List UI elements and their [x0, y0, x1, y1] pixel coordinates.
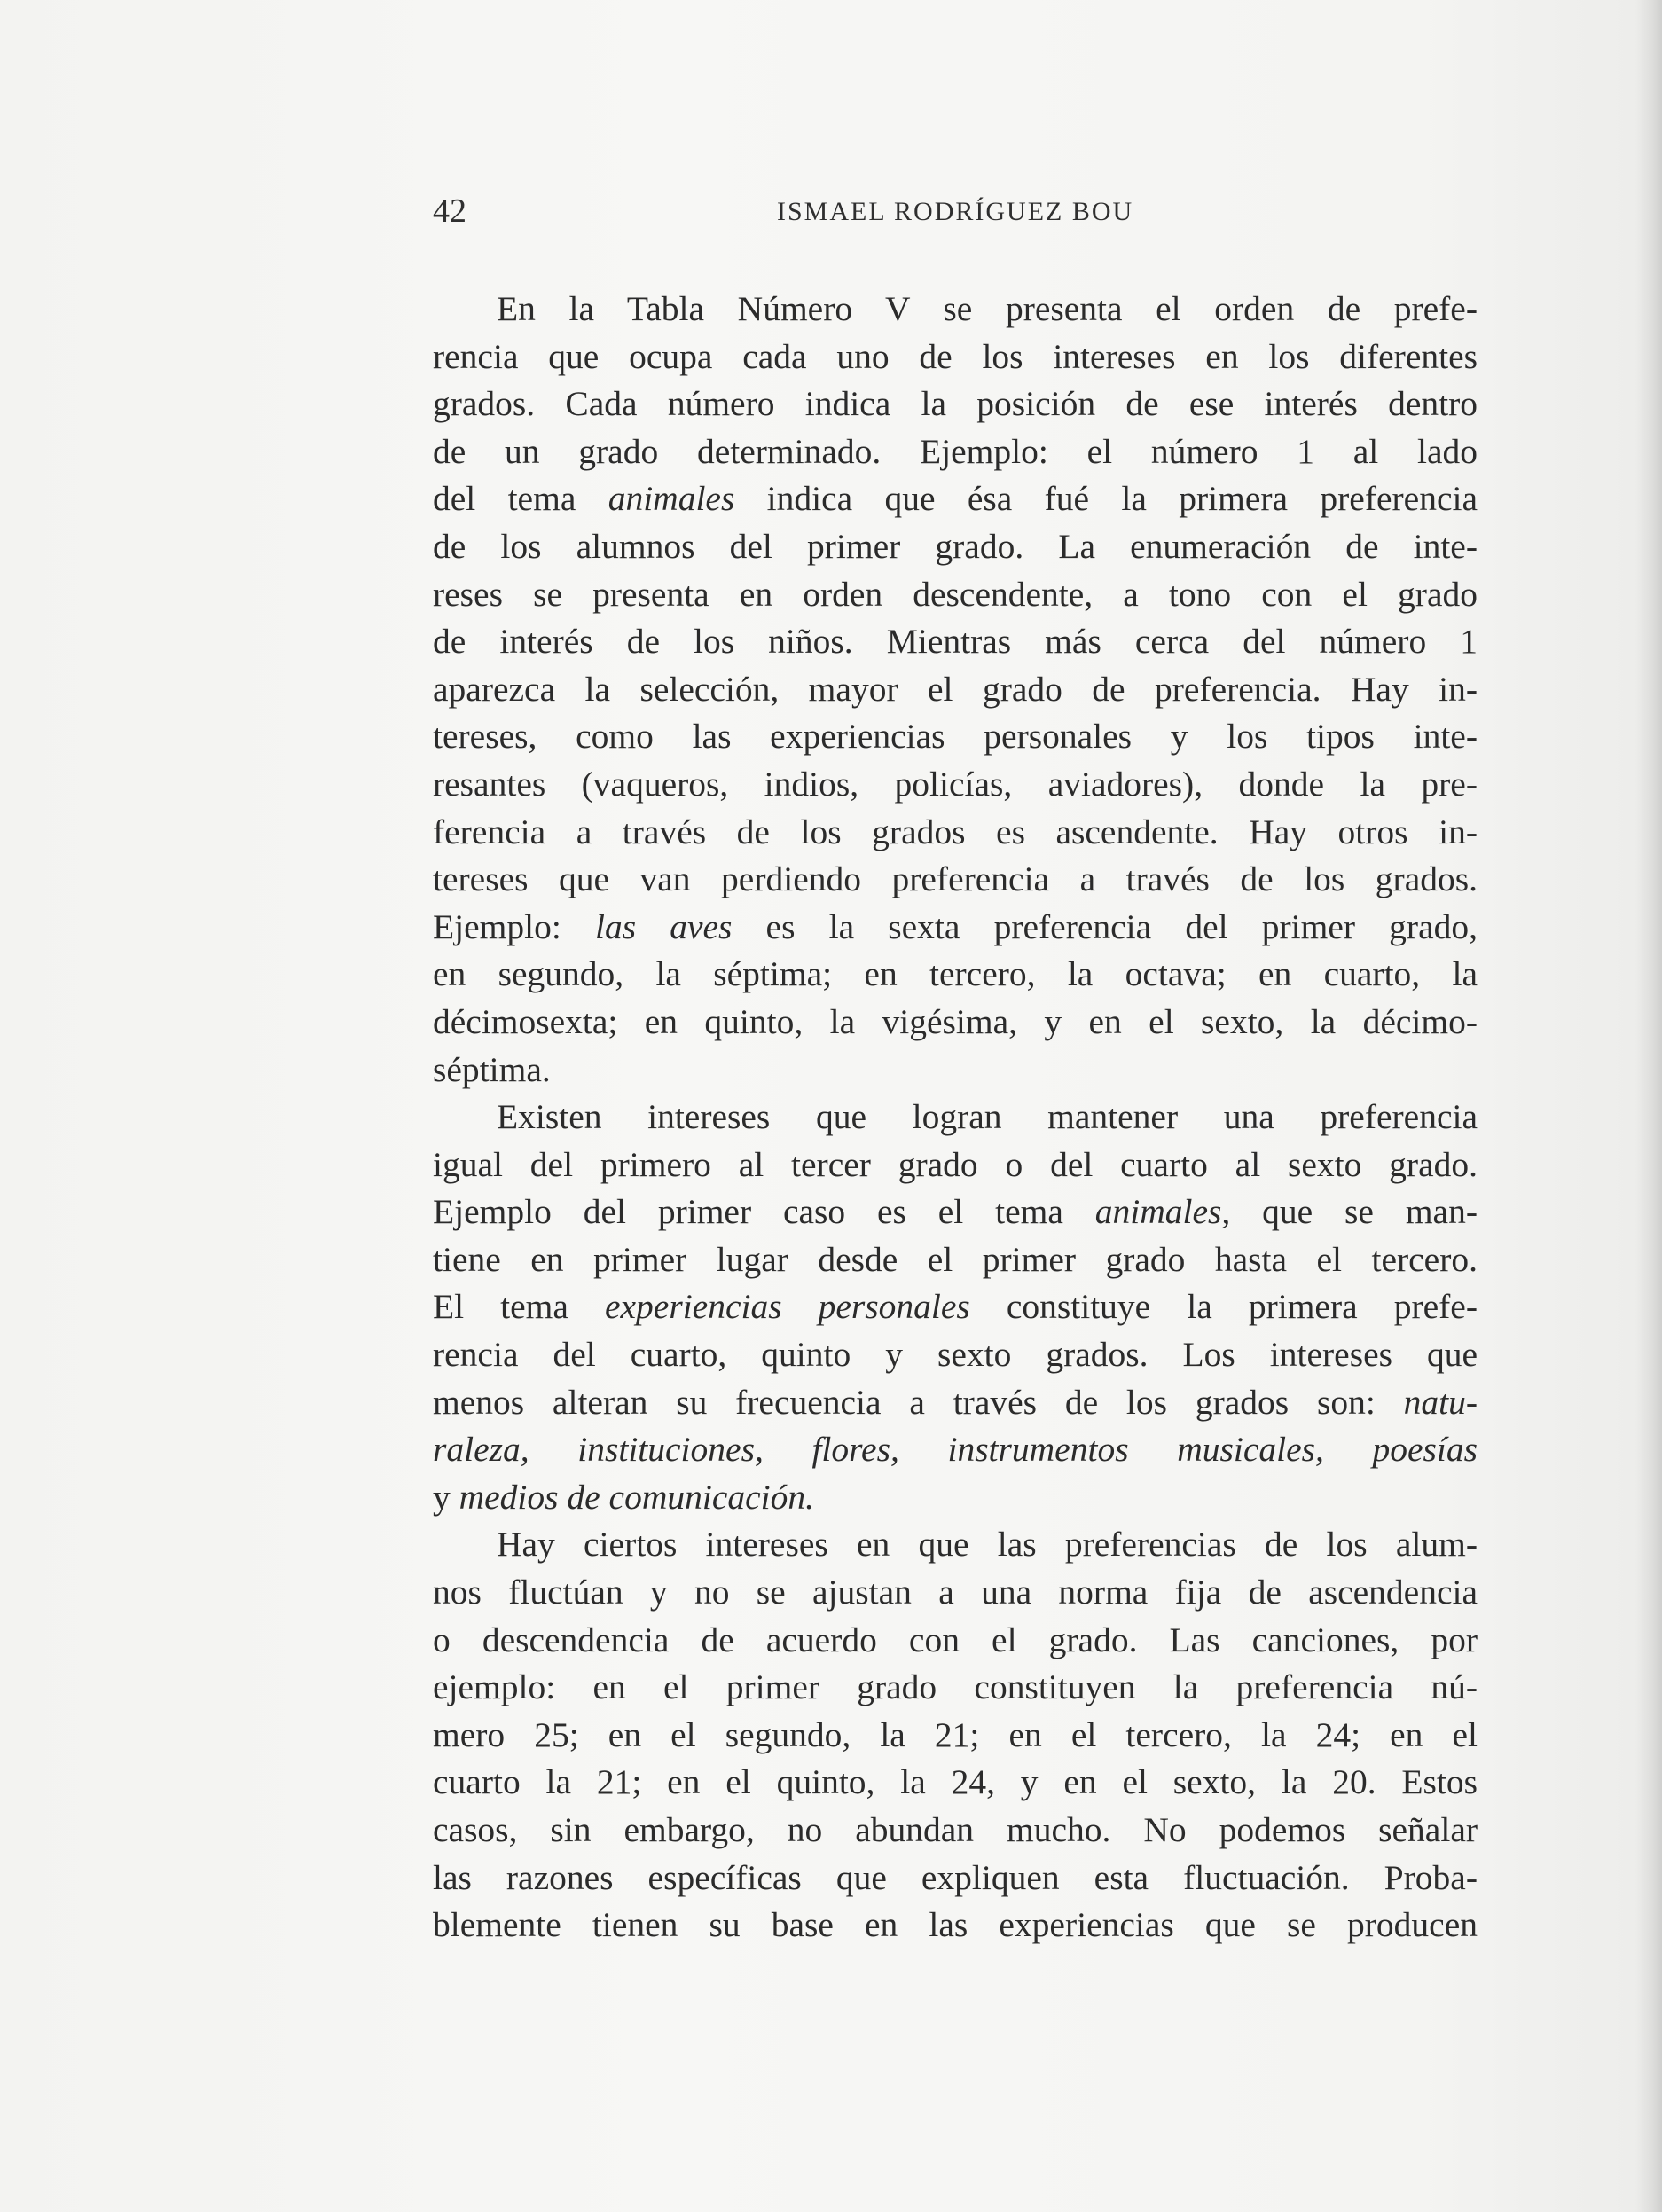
- text-line: [433, 713, 1478, 761]
- text-line: [433, 333, 1478, 381]
- italic-text: natu-: [1403, 1382, 1478, 1422]
- text-segment: El tema: [433, 1287, 605, 1327]
- paragraph: [433, 1521, 1478, 1949]
- body-text: [433, 286, 1478, 1949]
- text-segment: y: [433, 1477, 459, 1517]
- italic-text: animales: [608, 479, 735, 519]
- text-line: [433, 475, 1478, 523]
- text-line: [433, 951, 1478, 999]
- text-line: [433, 999, 1478, 1047]
- text-segment: Hay ciertos intereses en que las preferencias de los alum-: [497, 1525, 1478, 1565]
- italic-text: experiencias personales: [604, 1287, 970, 1327]
- text-segment: ejemplo: en el primer grado constituyen la preferencia nú-: [433, 1667, 1478, 1707]
- text-line: [433, 904, 1478, 952]
- text-segment: tiene en primer lugar desde el primer grado hasta el tercero.: [433, 1239, 1478, 1279]
- text-segment: rencia que ocupa cada uno de los intereses en los diferentes: [433, 336, 1478, 376]
- text-segment: Existen intereses que logran mantener una preferencia: [497, 1097, 1478, 1137]
- paragraph: [433, 1094, 1478, 1521]
- text-segment: Ejemplo del primer caso es el tema: [433, 1192, 1095, 1232]
- text-segment: casos, sin embargo, no abundan mucho. No podemos señalar: [433, 1810, 1478, 1849]
- text-line: [433, 1855, 1478, 1902]
- paragraph: [433, 286, 1478, 1094]
- text-line: [433, 380, 1478, 428]
- text-segment: tereses, como las experiencias personales y los tipos inte-: [433, 717, 1478, 757]
- text-segment: mero 25; en el segundo, la 21; en el tercero, la 24; en el: [433, 1714, 1478, 1754]
- text-line: [433, 523, 1478, 571]
- text-segment: menos alteran su frecuencia a través de los grados son:: [433, 1382, 1404, 1422]
- text-line: [433, 1712, 1478, 1760]
- text-line: [433, 1521, 1478, 1569]
- text-line: [433, 618, 1478, 666]
- italic-text: animales,: [1094, 1192, 1231, 1232]
- text-line: [433, 1617, 1478, 1665]
- text-segment: de un grado determinado. Ejemplo: el número 1 al lado: [433, 431, 1478, 471]
- text-line: [433, 1426, 1478, 1474]
- text-line: [433, 1141, 1478, 1189]
- text-segment: tereses que van perdiendo preferencia a través de los grados.: [433, 859, 1478, 899]
- text-segment: indica que ésa fué la primera preferencia: [734, 479, 1478, 519]
- text-segment: En la Tabla Número V se presenta el orden de prefe-: [497, 289, 1478, 328]
- text-segment: de los alumnos del primer grado. La enumeración de inte-: [433, 526, 1478, 566]
- text-segment: que se man-: [1230, 1192, 1478, 1232]
- text-line: [433, 1047, 1478, 1094]
- text-line: [433, 1188, 1478, 1236]
- text-line: [433, 1759, 1478, 1807]
- running-head: ISMAEL RODRÍGUEZ BOU: [777, 197, 1134, 226]
- text-segment: igual del primero al tercer grado o del cuarto al sexto grado.: [433, 1144, 1478, 1184]
- text-line: [433, 286, 1478, 333]
- page-edge-shadow: [1635, 0, 1662, 2212]
- text-line: [433, 428, 1478, 476]
- text-segment: reses se presenta en orden descendente, a tono con el grado: [433, 574, 1478, 614]
- italic-text: raleza, instituciones, flores, instrumentos musicales, poesías: [433, 1430, 1478, 1470]
- text-segment: las razones específicas que expliquen esta fluctuación. Proba-: [433, 1857, 1478, 1897]
- text-line: [433, 1902, 1478, 1949]
- text-line: [433, 1236, 1478, 1284]
- text-line: [433, 1664, 1478, 1712]
- text-line: [433, 1331, 1478, 1379]
- text-line: [433, 571, 1478, 619]
- text-segment: séptima.: [433, 1049, 551, 1089]
- text-segment: grados. Cada número indica la posición de ese interés dentro: [433, 384, 1478, 424]
- text-segment: en segundo, la séptima; en tercero, la octava; en cuarto, la: [433, 954, 1478, 994]
- page-header: [433, 192, 1612, 236]
- page-number: 42: [433, 192, 466, 230]
- text-segment: décimosexta; en quinto, la vigésima, y en el sexto, la décimo-: [433, 1001, 1478, 1041]
- text-segment: nos fluctúan y no se ajustan a una norma fija de ascendencia: [433, 1573, 1478, 1612]
- text-segment: cuarto la 21; en el quinto, la 24, y en el sexto, la 20. Estos: [433, 1762, 1478, 1802]
- text-line: [433, 1807, 1478, 1855]
- text-segment: rencia del cuarto, quinto y sexto grados. Los intereses que: [433, 1335, 1478, 1375]
- text-line: [433, 1569, 1478, 1617]
- text-line: [433, 1474, 1478, 1522]
- text-line: [433, 809, 1478, 857]
- text-segment: ferencia a través de los grados es ascendente. Hay otros in-: [433, 812, 1478, 851]
- text-segment: resantes (vaqueros, indios, policías, aviadores), donde la pre-: [433, 764, 1478, 804]
- text-segment: blemente tienen su base en las experiencias que se producen: [433, 1905, 1478, 1945]
- text-line: [433, 856, 1478, 904]
- text-segment: de interés de los niños. Mientras más cerca del número 1: [433, 622, 1478, 662]
- text-segment: o descendencia de acuerdo con el grado. Las canciones, por: [433, 1620, 1478, 1659]
- text-line: [433, 666, 1478, 714]
- text-segment: aparezca la selección, mayor el grado de preferencia. Hay in-: [433, 669, 1478, 709]
- text-segment: Ejemplo:: [433, 906, 595, 946]
- text-line: [433, 1283, 1478, 1331]
- text-segment: constituye la primera prefe-: [969, 1287, 1478, 1327]
- text-line: [433, 761, 1478, 809]
- text-line: [433, 1379, 1478, 1427]
- italic-text: las aves: [594, 906, 733, 946]
- text-line: [433, 1094, 1478, 1141]
- text-segment: del tema: [433, 479, 608, 519]
- text-segment: es la sexta preferencia del primer grado,: [732, 906, 1478, 946]
- italic-text: medios de comunicación.: [459, 1477, 815, 1517]
